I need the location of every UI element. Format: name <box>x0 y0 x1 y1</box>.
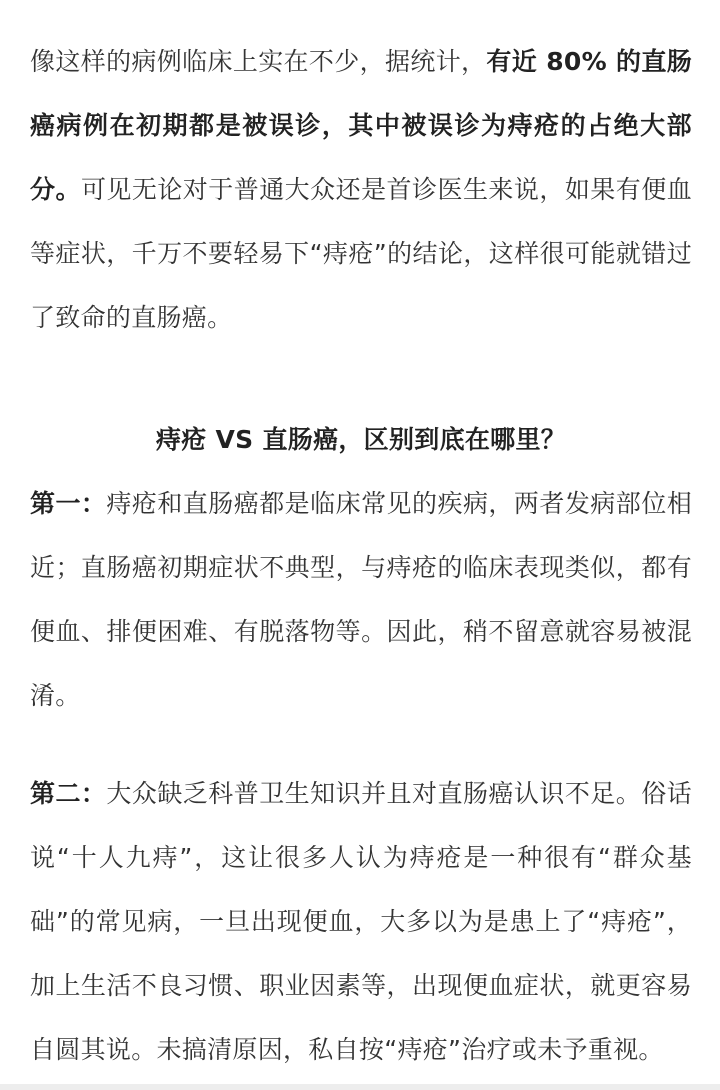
paragraph-first-reason <box>30 472 692 728</box>
section-heading: 痔疮 VS 直肠癌，区别到底在哪里？ <box>155 425 567 454</box>
paragraph-lead-text: 像这样的病例临床上实在不少，据统计， <box>30 47 487 76</box>
page-bottom-divider <box>0 1084 720 1090</box>
statistics-emphasis: 有近 80% 的直肠癌病例在初期都是被误诊，其中被误诊为痔疮的占绝大部分。 <box>30 47 693 204</box>
paragraph-spacer <box>30 728 692 762</box>
paragraph-second-reason <box>30 762 692 1082</box>
paragraph-misdiagnosis-statistics <box>30 30 692 350</box>
section-spacer <box>30 350 692 408</box>
paragraph-rest-text: 可见无论对于普通大众还是首诊医生来说，如果有便血等症状，千万不要轻易下“痔疮”的结论，这样很可能就错过了致命的直肠癌。 <box>30 175 692 332</box>
second-reason-label: 第二： <box>30 779 107 808</box>
article-body <box>30 30 692 1082</box>
second-reason-text: 大众缺乏科普卫生知识并且对直肠癌认识不足。俗话说“十人九痔”，这让很多人认为痔疮是一种很有“群众基础”的常见病，一旦出现便血，大多以为是患上了“痔疮”，加上生活不良习惯、职业因素等，出现便血症状，就更容易自圆其说。未搞清原因，私自按“痔疮”治疗或未予重视。 <box>30 779 692 1064</box>
first-reason-label: 第一： <box>30 489 107 518</box>
first-reason-text: 痔疮和直肠癌都是临床常见的疾病，两者发病部位相近；直肠癌初期症状不典型，与痔疮的临床表现类似，都有便血、排便困难、有脱落物等。因此，稍不留意就容易被混淆。 <box>30 489 692 710</box>
